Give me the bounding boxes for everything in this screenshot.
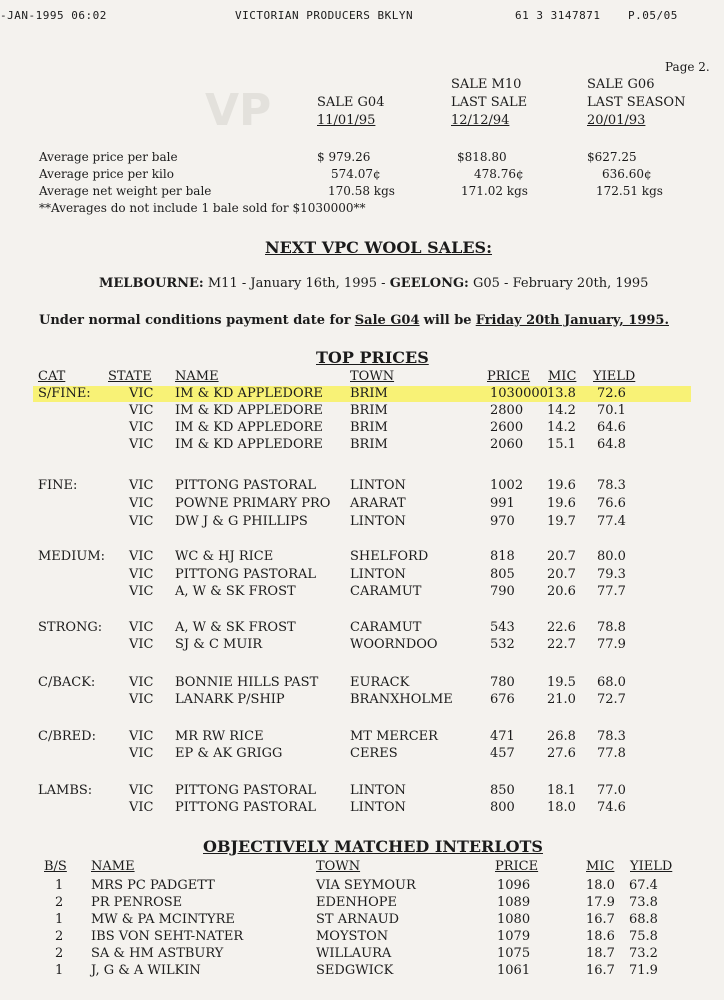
cell-price: 1075 bbox=[497, 946, 531, 961]
cell-price: 1002 bbox=[490, 478, 524, 493]
cell-yield: 73.2 bbox=[629, 946, 658, 961]
col-town: TOWN bbox=[350, 369, 395, 384]
cell-state: VIC bbox=[129, 783, 154, 798]
cell-name: IM & KD APPLEDORE bbox=[175, 386, 323, 401]
cell-price: 780 bbox=[490, 675, 515, 690]
cell-yield: 73.8 bbox=[629, 895, 658, 910]
cell-town: ST ARNAUD bbox=[316, 912, 400, 927]
col2-date: 12/12/94 bbox=[451, 113, 510, 128]
cell-mic: 20.7 bbox=[547, 549, 576, 564]
letterhead-logo-ghost: VP bbox=[205, 85, 272, 136]
cell-price: 676 bbox=[490, 692, 515, 707]
avg-value: 170.58 kgs bbox=[328, 184, 395, 198]
cell-price: 805 bbox=[490, 567, 515, 582]
cell-bs: 2 bbox=[55, 946, 64, 961]
top-price-row bbox=[0, 675, 724, 692]
cell-state: VIC bbox=[129, 746, 154, 761]
cell-price: 2600 bbox=[490, 420, 524, 435]
cell-price: 471 bbox=[490, 729, 515, 744]
cell-town: VIA SEYMOUR bbox=[316, 878, 416, 893]
cell-cat: S/FINE: bbox=[38, 386, 91, 401]
cell-name: A, W & SK FROST bbox=[175, 584, 296, 599]
cell-state: VIC bbox=[129, 386, 154, 401]
cell-name: IBS VON SEHT-NATER bbox=[91, 929, 244, 944]
cell-yield: 77.4 bbox=[597, 514, 626, 529]
cell-town: LINTON bbox=[350, 514, 406, 529]
cell-cat: MEDIUM: bbox=[38, 549, 106, 564]
top-price-row bbox=[0, 496, 724, 513]
cell-yield: 79.3 bbox=[597, 567, 626, 582]
cell-mic: 22.7 bbox=[547, 637, 576, 652]
col-yield: YIELD bbox=[593, 369, 636, 384]
col2-line0: SALE M10 bbox=[451, 77, 522, 92]
cell-mic: 18.0 bbox=[547, 800, 576, 815]
cell-yield: 67.4 bbox=[629, 878, 658, 893]
cell-price: 970 bbox=[490, 514, 515, 529]
cell-state: VIC bbox=[129, 800, 154, 815]
col-town: TOWN bbox=[316, 859, 361, 874]
cell-state: VIC bbox=[129, 567, 154, 582]
top-prices-heading: TOP PRICES bbox=[316, 348, 429, 367]
cell-town: EURACK bbox=[350, 675, 410, 690]
cell-name: SA & HM ASTBURY bbox=[91, 946, 224, 961]
top-price-row bbox=[0, 514, 724, 531]
cell-mic: 19.7 bbox=[547, 514, 576, 529]
cell-name: MRS PC PADGETT bbox=[91, 878, 215, 893]
melbourne-sale bbox=[99, 276, 648, 291]
cell-mic: 16.7 bbox=[586, 963, 615, 978]
cell-price: 850 bbox=[490, 783, 515, 798]
col1-date: 11/01/95 bbox=[317, 113, 376, 128]
cell-yield: 71.9 bbox=[629, 963, 658, 978]
cell-town: LINTON bbox=[350, 783, 406, 798]
avg-value: $ 979.26 bbox=[317, 150, 371, 164]
cell-yield: 64.8 bbox=[597, 437, 626, 452]
col-mic: MIC bbox=[548, 369, 577, 384]
cell-bs: 1 bbox=[55, 878, 64, 893]
cell-name: MW & PA MCINTYRE bbox=[91, 912, 235, 927]
cell-cat: FINE: bbox=[38, 478, 78, 493]
cell-state: VIC bbox=[129, 729, 154, 744]
cell-price: 2060 bbox=[490, 437, 524, 452]
col-price: PRICE bbox=[487, 369, 531, 384]
col-bs: B/S bbox=[44, 859, 67, 874]
cell-bs: 2 bbox=[55, 929, 64, 944]
cell-mic: 18.6 bbox=[586, 929, 615, 944]
cell-name: PITTONG PASTORAL bbox=[175, 783, 317, 798]
cell-yield: 74.6 bbox=[597, 800, 626, 815]
cell-price: 532 bbox=[490, 637, 515, 652]
top-price-row bbox=[0, 567, 724, 584]
top-price-row bbox=[0, 692, 724, 709]
page-label: Page 2. bbox=[665, 60, 710, 74]
cell-name: J, G & A WILKIN bbox=[91, 963, 201, 978]
avg-value: $818.80 bbox=[457, 150, 507, 164]
cell-name: PR PENROSE bbox=[91, 895, 183, 910]
cell-cat: C/BACK: bbox=[38, 675, 96, 690]
top-price-row bbox=[0, 420, 724, 437]
interlot-row bbox=[0, 895, 724, 912]
col2-line1: LAST SALE bbox=[451, 95, 528, 110]
cell-mic: 20.6 bbox=[547, 584, 576, 599]
next-sales-heading: NEXT VPC WOOL SALES: bbox=[265, 238, 492, 257]
avg-label: Average net weight per bale bbox=[39, 184, 212, 198]
cell-town: WOORNDOO bbox=[350, 637, 438, 652]
cell-yield: 75.8 bbox=[629, 929, 658, 944]
cell-name: LANARK P/SHIP bbox=[175, 692, 285, 707]
cell-name: SJ & C MUIR bbox=[175, 637, 263, 652]
cell-yield: 78.3 bbox=[597, 729, 626, 744]
fax-sender: VICTORIAN PRODUCERS BKLYN bbox=[235, 9, 414, 22]
cell-state: VIC bbox=[129, 514, 154, 529]
geelong-label: GEELONG: bbox=[389, 276, 469, 291]
fax-date-time: -JAN-1995 06:02 bbox=[0, 9, 107, 22]
interlots-heading: OBJECTIVELY MATCHED INTERLOTS bbox=[203, 837, 543, 856]
avg-value: 478.76¢ bbox=[474, 167, 524, 181]
cell-town: EDENHOPE bbox=[316, 895, 398, 910]
col-cat: CAT bbox=[38, 369, 66, 384]
cell-town: MOYSTON bbox=[316, 929, 389, 944]
cell-name: BONNIE HILLS PAST bbox=[175, 675, 319, 690]
cell-town: BRANXHOLME bbox=[350, 692, 453, 707]
cell-name: A, W & SK FROST bbox=[175, 620, 296, 635]
cell-mic: 19.6 bbox=[547, 478, 576, 493]
col-mic: MIC bbox=[586, 859, 615, 874]
top-price-row bbox=[0, 800, 724, 817]
cell-town: ARARAT bbox=[350, 496, 406, 511]
cell-price: 800 bbox=[490, 800, 515, 815]
fax-page: P.05/05 bbox=[628, 9, 678, 22]
cell-town: BRIM bbox=[350, 437, 388, 452]
cell-state: VIC bbox=[129, 403, 154, 418]
cell-name: POWNE PRIMARY PRO bbox=[175, 496, 331, 511]
col3-date: 20/01/93 bbox=[587, 113, 646, 128]
cell-price: 1096 bbox=[497, 878, 531, 893]
cell-mic: 22.6 bbox=[547, 620, 576, 635]
cell-mic: 15.1 bbox=[547, 437, 576, 452]
top-prices-header-row bbox=[0, 369, 724, 386]
avg-value: 172.51 kgs bbox=[596, 184, 663, 198]
avg-label: Average price per kilo bbox=[39, 167, 174, 181]
cell-state: VIC bbox=[129, 437, 154, 452]
cell-price: 457 bbox=[490, 746, 515, 761]
cell-town: LINTON bbox=[350, 478, 406, 493]
cell-cat: STRONG: bbox=[38, 620, 103, 635]
col-name: NAME bbox=[91, 859, 135, 874]
cell-mic: 13.8 bbox=[547, 386, 576, 401]
cell-yield: 70.1 bbox=[597, 403, 626, 418]
cell-name: WC & HJ RICE bbox=[175, 549, 274, 564]
cell-price: 790 bbox=[490, 584, 515, 599]
cell-name: EP & AK GRIGG bbox=[175, 746, 283, 761]
cell-price: 2800 bbox=[490, 403, 524, 418]
top-price-row bbox=[0, 620, 724, 637]
avg-value: $627.25 bbox=[587, 150, 637, 164]
cell-mic: 20.7 bbox=[547, 567, 576, 582]
avg-value: 574.07¢ bbox=[331, 167, 381, 181]
averages-note: **Averages do not include 1 bale sold for $1030000** bbox=[39, 201, 366, 215]
cell-name: PITTONG PASTORAL bbox=[175, 567, 317, 582]
top-price-row bbox=[0, 637, 724, 654]
cell-yield: 64.6 bbox=[597, 420, 626, 435]
cell-town: SEDGWICK bbox=[316, 963, 394, 978]
cell-name: MR RW RICE bbox=[175, 729, 264, 744]
cell-mic: 21.0 bbox=[547, 692, 576, 707]
top-price-row bbox=[0, 386, 724, 403]
cell-town: CARAMUT bbox=[350, 584, 422, 599]
cell-price: 818 bbox=[490, 549, 515, 564]
interlot-row bbox=[0, 929, 724, 946]
cell-mic: 14.2 bbox=[547, 403, 576, 418]
payment-note bbox=[39, 313, 669, 328]
interlot-row bbox=[0, 878, 724, 895]
payment-text-c: will be bbox=[423, 313, 472, 328]
cell-state: VIC bbox=[129, 549, 154, 564]
top-price-row bbox=[0, 437, 724, 454]
col3-line1: LAST SEASON bbox=[587, 95, 686, 110]
cell-price: 1079 bbox=[497, 929, 531, 944]
melbourne-label: MELBOURNE: bbox=[99, 276, 204, 291]
cell-town: SHELFORD bbox=[350, 549, 429, 564]
cell-state: VIC bbox=[129, 478, 154, 493]
cell-yield: 77.7 bbox=[597, 584, 626, 599]
top-price-row bbox=[0, 783, 724, 800]
cell-mic: 16.7 bbox=[586, 912, 615, 927]
avg-value: 171.02 kgs bbox=[461, 184, 528, 198]
cell-town: WILLAURA bbox=[316, 946, 392, 961]
cell-name: DW J & G PHILLIPS bbox=[175, 514, 308, 529]
cell-mic: 17.9 bbox=[586, 895, 615, 910]
cell-name: IM & KD APPLEDORE bbox=[175, 437, 323, 452]
cell-yield: 80.0 bbox=[597, 549, 626, 564]
interlot-row bbox=[0, 946, 724, 963]
cell-yield: 72.7 bbox=[597, 692, 626, 707]
top-price-row bbox=[0, 403, 724, 420]
payment-sale: Sale G04 bbox=[354, 313, 420, 328]
cell-bs: 1 bbox=[55, 963, 64, 978]
cell-town: BRIM bbox=[350, 386, 388, 401]
col-state: STATE bbox=[108, 369, 152, 384]
cell-mic: 19.5 bbox=[547, 675, 576, 690]
cell-state: VIC bbox=[129, 420, 154, 435]
cell-price: 991 bbox=[490, 496, 515, 511]
cell-yield: 68.0 bbox=[597, 675, 626, 690]
payment-date: Friday 20th January, 1995. bbox=[475, 313, 669, 328]
top-price-row bbox=[0, 549, 724, 566]
interlot-row bbox=[0, 912, 724, 929]
melbourne-text: M11 - January 16th, 1995 - bbox=[207, 276, 386, 291]
cell-town: BRIM bbox=[350, 420, 388, 435]
cell-price: 1080 bbox=[497, 912, 531, 927]
cell-state: VIC bbox=[129, 620, 154, 635]
col-yield: YIELD bbox=[630, 859, 673, 874]
cell-yield: 72.6 bbox=[597, 386, 626, 401]
geelong-text: G05 - February 20th, 1995 bbox=[473, 276, 649, 291]
cell-yield: 78.3 bbox=[597, 478, 626, 493]
cell-cat: C/BRED: bbox=[38, 729, 96, 744]
cell-mic: 18.1 bbox=[547, 783, 576, 798]
top-price-row bbox=[0, 584, 724, 601]
cell-price: 543 bbox=[490, 620, 515, 635]
cell-state: VIC bbox=[129, 637, 154, 652]
cell-yield: 78.8 bbox=[597, 620, 626, 635]
cell-mic: 19.6 bbox=[547, 496, 576, 511]
cell-mic: 14.2 bbox=[547, 420, 576, 435]
cell-state: VIC bbox=[129, 692, 154, 707]
cell-mic: 26.8 bbox=[547, 729, 576, 744]
cell-town: LINTON bbox=[350, 567, 406, 582]
avg-label: Average price per bale bbox=[39, 150, 178, 164]
cell-yield: 77.0 bbox=[597, 783, 626, 798]
cell-bs: 1 bbox=[55, 912, 64, 927]
cell-town: MT MERCER bbox=[350, 729, 438, 744]
cell-name: IM & KD APPLEDORE bbox=[175, 403, 323, 418]
cell-price: 1061 bbox=[497, 963, 531, 978]
cell-town: CARAMUT bbox=[350, 620, 422, 635]
cell-town: BRIM bbox=[350, 403, 388, 418]
avg-value: 636.60¢ bbox=[602, 167, 652, 181]
cell-yield: 77.8 bbox=[597, 746, 626, 761]
col-price: PRICE bbox=[495, 859, 539, 874]
cell-yield: 77.9 bbox=[597, 637, 626, 652]
cell-yield: 76.6 bbox=[597, 496, 626, 511]
cell-yield: 68.8 bbox=[629, 912, 658, 927]
col-name: NAME bbox=[175, 369, 219, 384]
interlots-header-row bbox=[0, 859, 724, 876]
cell-state: VIC bbox=[129, 496, 154, 511]
cell-name: PITTONG PASTORAL bbox=[175, 478, 317, 493]
interlot-row bbox=[0, 963, 724, 980]
cell-cat: LAMBS: bbox=[38, 783, 93, 798]
top-price-row bbox=[0, 478, 724, 495]
fax-phone: 61 3 3147871 bbox=[515, 9, 601, 22]
cell-mic: 18.7 bbox=[586, 946, 615, 961]
cell-state: VIC bbox=[129, 675, 154, 690]
cell-mic: 27.6 bbox=[547, 746, 576, 761]
cell-mic: 18.0 bbox=[586, 878, 615, 893]
cell-bs: 2 bbox=[55, 895, 64, 910]
cell-state: VIC bbox=[129, 584, 154, 599]
top-price-row bbox=[0, 729, 724, 746]
cell-price: 1030000 bbox=[490, 386, 548, 401]
cell-price: 1089 bbox=[497, 895, 531, 910]
payment-text-a: Under normal conditions payment date for bbox=[39, 313, 351, 328]
cell-name: IM & KD APPLEDORE bbox=[175, 420, 323, 435]
cell-town: LINTON bbox=[350, 800, 406, 815]
top-price-row bbox=[0, 746, 724, 763]
col1-line1: SALE G04 bbox=[317, 95, 385, 110]
cell-town: CERES bbox=[350, 746, 398, 761]
cell-name: PITTONG PASTORAL bbox=[175, 800, 317, 815]
col3-line0: SALE G06 bbox=[587, 77, 655, 92]
